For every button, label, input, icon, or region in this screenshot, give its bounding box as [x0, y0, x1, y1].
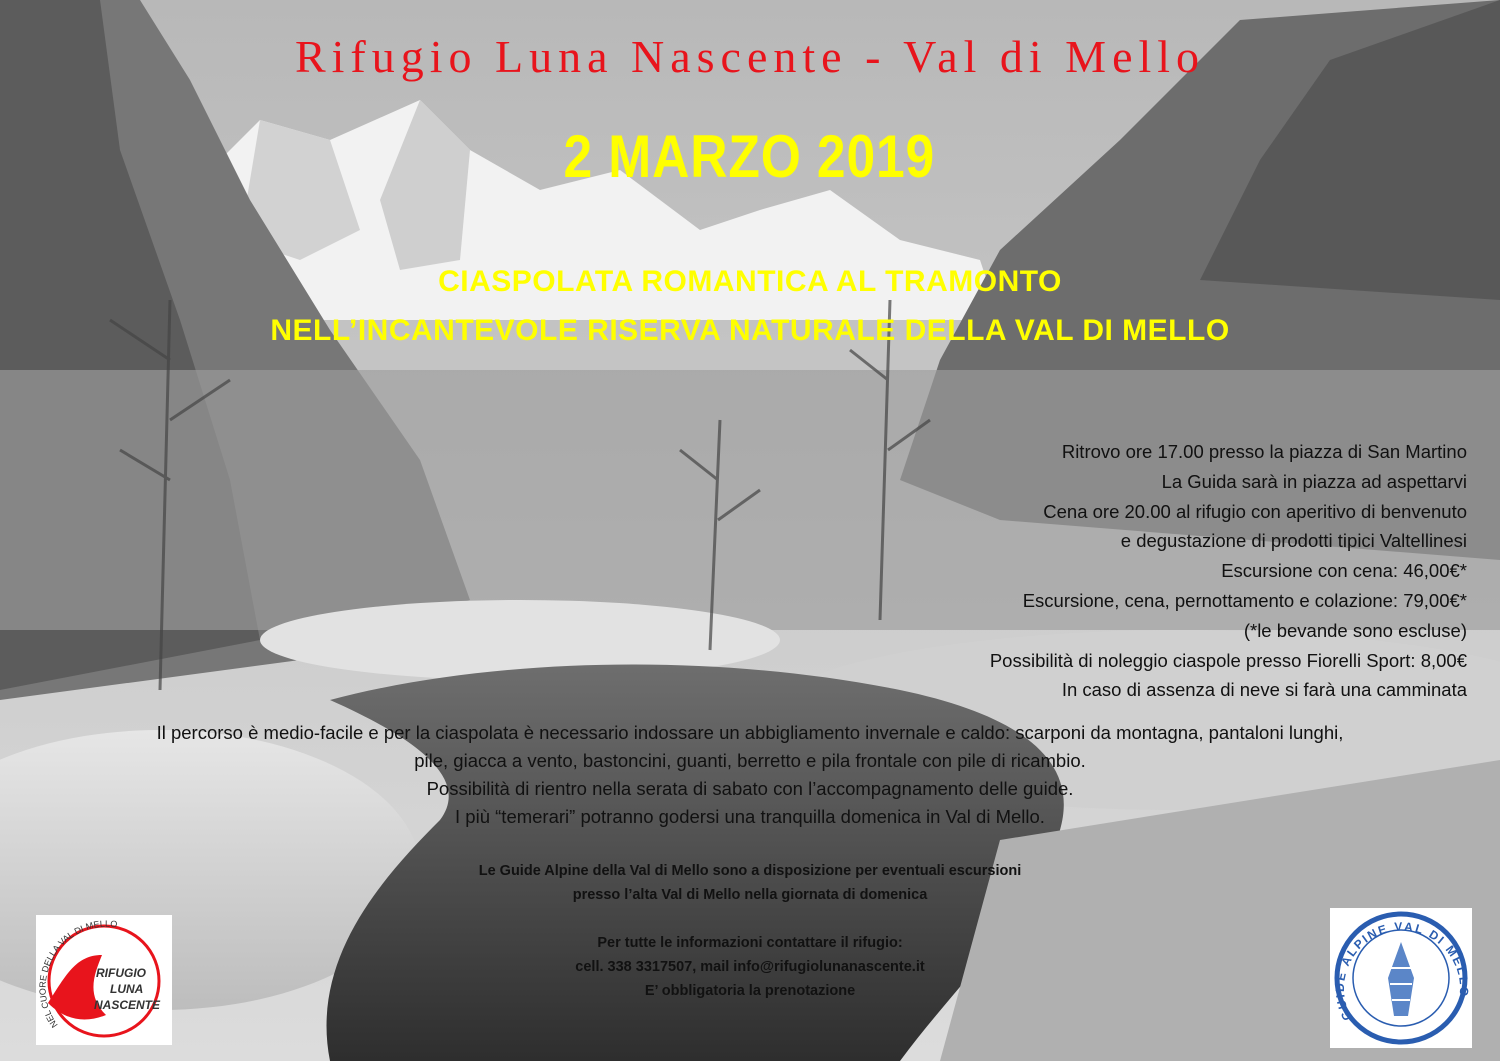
- event-headline-line2: NELL’INCANTEVOLE RISERVA NATURALE DELLA VAL DI MELLO: [270, 314, 1230, 347]
- poster-title: Rifugio Luna Nascente - Val di Mello: [294, 31, 1206, 82]
- description-line: Possibilità di rientro nella serata di sabato con l’accompagnamento delle guide.: [426, 778, 1074, 799]
- info-line: (*le bevande sono escluse): [1243, 619, 1467, 641]
- logo-arc-text: NEL CUORE DELLA VAL DI MELLO: [37, 918, 118, 1030]
- route-description: [0, 719, 1500, 831]
- contact-line: E’ obbligatoria la prenotazione: [644, 983, 856, 999]
- description-line: Il percorso è medio-facile e per la ciaspolata è necessario indossare un abbigliamento invernale e caldo: scarponi da montagna, pantaloni lunghi,: [156, 722, 1344, 743]
- info-line: Escursione, cena, pernottamento e colazione: 79,00€*: [1022, 589, 1467, 611]
- logo-word-rifugio: RIFUGIO: [96, 966, 146, 980]
- logo-word-nascente: NASCENTE: [94, 998, 161, 1012]
- contact-line: Per tutte le informazioni contattare il rifugio:: [597, 935, 903, 951]
- event-details: [990, 437, 1467, 705]
- info-line: In caso di assenza di neve si farà una camminata: [1061, 679, 1467, 701]
- description-line: I più “temerari” potranno godersi una tranquilla domenica in Val di Mello.: [455, 806, 1045, 827]
- guides-note: [0, 859, 1500, 907]
- info-line: Cena ore 20.00 al rifugio con aperitivo di benvenuto: [1043, 500, 1467, 522]
- info-line: Ritrovo ore 17.00 presso la piazza di San Martino: [1061, 441, 1467, 462]
- description-line: pile, giacca a vento, bastoncini, guanti, berretto e pila frontale con pile di ricambio.: [414, 750, 1086, 771]
- guides-line: presso l’alta Val di Mello nella giornata di domenica: [572, 887, 928, 903]
- info-line: Escursione con cena: 46,00€*: [1221, 560, 1467, 582]
- rifugio-logo: [36, 915, 172, 1045]
- contact-info: [0, 931, 1500, 1003]
- guide-logo-arc-text: GUIDE ALPINE VAL DI MELLO: [1332, 919, 1472, 1023]
- info-line: e degustazione di prodotti tipici Valtellinesi: [1120, 530, 1467, 552]
- guide-alpine-logo: [1330, 908, 1472, 1048]
- info-line: Possibilità di noleggio ciaspole presso Fiorelli Sport: 8,00€: [989, 649, 1467, 671]
- event-date: 2 MARZO 2019: [563, 123, 936, 190]
- contact-line: cell. 338 3317507, mail info@rifugiolunanascente.it: [575, 959, 925, 975]
- logo-word-luna: LUNA: [110, 982, 144, 996]
- info-line: La Guida sarà in piazza ad aspettarvi: [1161, 470, 1467, 492]
- guides-line: Le Guide Alpine della Val di Mello sono a disposizione per eventuali escursioni: [478, 863, 1022, 879]
- event-headline-line1: CIASPOLATA ROMANTICA AL TRAMONTO: [438, 265, 1062, 298]
